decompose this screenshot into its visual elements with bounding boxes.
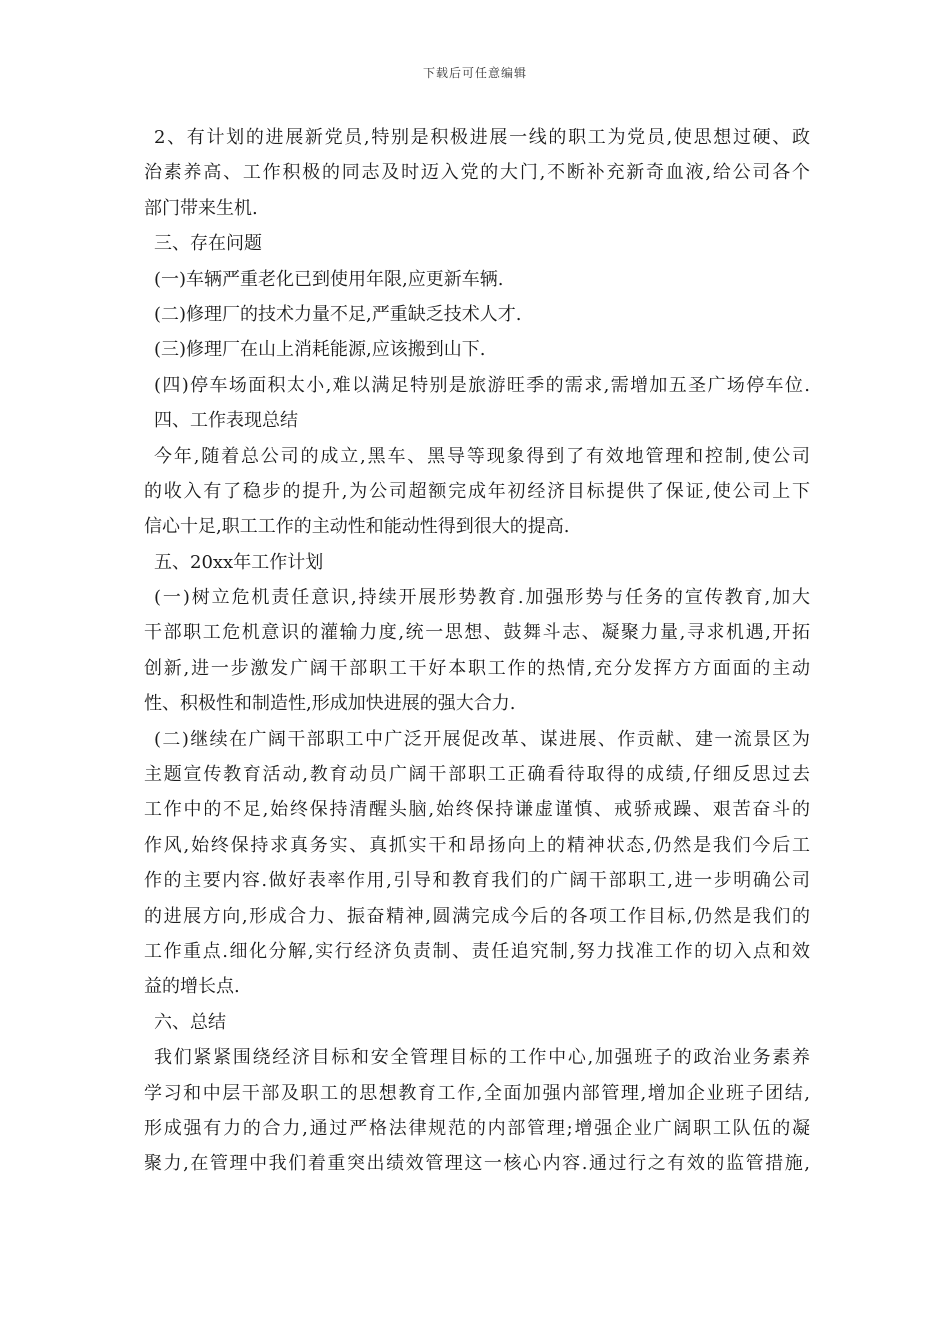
text-line: 作风,始终保持求真务实、真抓实干和昂扬向上的精神状态,仍然是我们今后工: [144, 834, 810, 856]
text-line: 治素养高、工作积极的同志及时迈入党的大门,不断补充新奇血液,给公司各个: [144, 162, 810, 184]
text-line: 聚力,在管理中我们着重突出绩效管理这一核心内容.通过行之有效的监管措施,: [144, 1153, 810, 1175]
text-line: 工作重点.细化分解,实行经济负责制、责任追究制,努力找准工作的切入点和效: [144, 940, 810, 962]
text-line: 我们紧紧围绕经济目标和安全管理目标的工作中心,加强班子的政治业务素养: [154, 1047, 810, 1069]
text-line: 五、20xx年工作计划: [154, 551, 324, 573]
text-line: (四)停车场面积太小,难以满足特别是旅游旺季的需求,需增加五圣广场停车位.: [154, 374, 810, 396]
text-line: 工作中的不足,始终保持清醒头脑,始终保持谦虚谨慎、戒骄戒躁、艰苦奋斗的: [144, 799, 810, 821]
text-line: (一)车辆严重老化已到使用年限,应更新车辆.: [154, 268, 504, 290]
text-line: 干部职工危机意识的灌输力度,统一思想、鼓舞斗志、凝聚力量,寻求机遇,开拓: [144, 622, 810, 644]
text-line: 部门带来生机.: [144, 197, 258, 219]
text-line: 学习和中层干部及职工的思想教育工作,全面加强内部管理,增加企业班子团结,: [144, 1082, 810, 1104]
text-line: (一)树立危机责任意识,持续开展形势教育.加强形势与任务的宣传教育,加大: [154, 587, 810, 609]
text-line: 信心十足,职工工作的主动性和能动性得到很大的提高.: [144, 516, 570, 538]
text-line: 今年,随着总公司的成立,黑车、黑导等现象得到了有效地管理和控制,使公司: [154, 445, 810, 467]
text-line: (二)继续在广阔干部职工中广泛开展促改革、谋进展、作贡献、建一流景区为: [154, 728, 810, 750]
text-line: 的进展方向,形成合力、振奋精神,圆满完成今后的各项工作目标,仍然是我们的: [144, 905, 810, 927]
text-line: 形成强有力的合力,通过严格法律规范的内部管理;增强企业广阔职工队伍的凝: [144, 1117, 810, 1139]
text-line: (三)修理厂在山上消耗能源,应该搬到山下.: [154, 339, 486, 361]
text-line: 主题宣传教育活动,教育动员广阔干部职工正确看待取得的成绩,仔细反思过去: [144, 764, 810, 786]
text-line: 性、积极性和制造性,形成加快进展的强大合力.: [144, 693, 516, 715]
page-header: 下载后可任意编辑: [422, 66, 527, 80]
text-line: 三、存在问题: [154, 233, 262, 255]
text-line: (二)修理厂的技术力量不足,严重缺乏技术人才.: [154, 303, 522, 325]
text-line: 益的增长点.: [144, 976, 240, 998]
text-line: 2、有计划的进展新党员,特别是积极进展一线的职工为党员,使思想过硬、政: [154, 127, 810, 148]
text-line: 六、总结: [154, 1011, 226, 1033]
document-body: [144, 120, 810, 1182]
text-line: 作的主要内容.做好表率作用,引导和教育我们的广阔干部职工,进一步明确公司: [144, 870, 810, 892]
text-line: 的收入有了稳步的提升,为公司超额完成年初经济目标提供了保证,使公司上下: [144, 480, 810, 502]
text-line: 创新,进一步激发广阔干部职工干好本职工作的热情,充分发挥方方面面的主动: [144, 657, 810, 679]
text-line: 四、工作表现总结: [154, 410, 298, 432]
